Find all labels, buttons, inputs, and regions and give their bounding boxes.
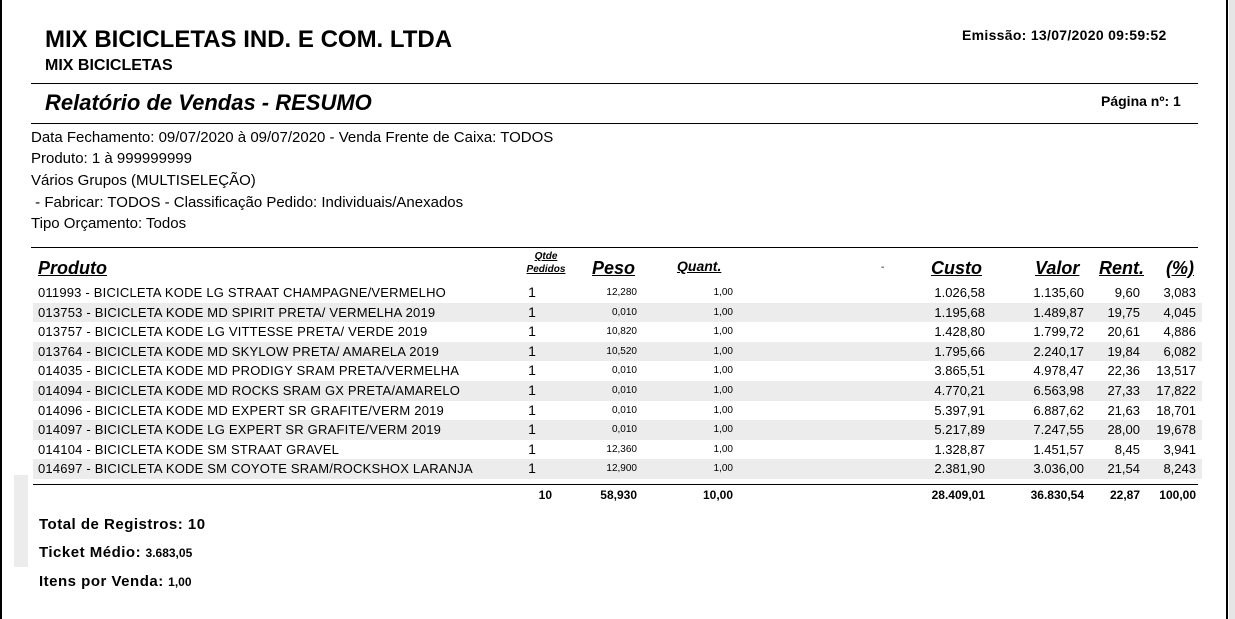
report-title: Relatório de Vendas - RESUMO (45, 90, 372, 115)
cell-perc: 18,701 (1156, 402, 1196, 418)
cell-qtde: 1 (528, 303, 536, 320)
filter-line: - Fabricar: TODOS - Classificação Pedido: Individuais/Anexados (31, 194, 464, 211)
total-peso: 58,930 (600, 488, 637, 502)
page-left-border (0, 0, 2, 619)
cell-perc: 4,886 (1163, 324, 1196, 340)
cell-custo: 1.328,87 (934, 441, 985, 457)
col-header-produto: Produto (38, 258, 107, 278)
itens-por-venda-label: Itens por Venda: (39, 573, 164, 590)
cell-perc: 19,678 (1156, 422, 1196, 438)
page-right-border (1226, 0, 1228, 619)
cell-custo: 2.381,90 (934, 461, 985, 477)
cell-quant: 1,00 (713, 424, 733, 436)
emission-date: Emissão: 13/07/2020 09:59:52 (962, 27, 1167, 43)
cell-qtde: 1 (528, 323, 536, 340)
cell-produto: 014094 - BICICLETA KODE MD ROCKS SRAM GX PRETA/AMARELO (38, 382, 461, 398)
cell-valor: 1.799,72 (1033, 324, 1084, 340)
cell-quant: 1,00 (713, 463, 733, 475)
table-row (33, 322, 1202, 342)
col-header-qtde-line2: Pedidos (526, 264, 566, 275)
col-header-rent: Rent. (1099, 258, 1144, 278)
total-perc: 100,00 (1159, 488, 1196, 502)
cell-valor: 3.036,00 (1033, 461, 1084, 477)
cell-valor: 1.451,57 (1033, 441, 1084, 457)
col-header-peso: Peso (592, 258, 636, 278)
company-name: MIX BICICLETAS IND. E COM. LTDA (45, 26, 453, 53)
cell-qtde: 1 (528, 362, 536, 379)
header-divider (31, 83, 1198, 84)
filter-line: Vários Grupos (MULTISELEÇÃO) (31, 172, 256, 189)
cell-qtde: 1 (528, 421, 536, 438)
table-row (33, 303, 1202, 323)
cell-quant: 1,00 (713, 365, 733, 377)
cell-valor: 7.247,55 (1033, 422, 1084, 438)
cell-rent: 19,75 (1107, 304, 1140, 320)
col-header-quant: Quant. (677, 258, 722, 274)
cell-custo: 1.195,68 (934, 304, 985, 320)
cell-peso: 0,010 (611, 306, 637, 318)
cell-custo: 5.397,91 (934, 402, 985, 418)
cell-produto: 014697 - BICICLETA KODE SM COYOTE SRAM/ROCKSHOX LARANJA (38, 461, 473, 477)
total-custo: 28.409,01 (931, 488, 985, 502)
cell-quant: 1,00 (713, 404, 733, 416)
cell-custo: 5.217,89 (934, 422, 985, 438)
cell-valor: 1.489,87 (1033, 304, 1084, 320)
cell-qtde: 1 (528, 440, 536, 457)
scrollbar-track[interactable] (1229, 0, 1235, 619)
cell-qtde: 1 (528, 284, 536, 300)
filter-divider (31, 247, 1198, 248)
cell-rent: 28,00 (1107, 422, 1140, 438)
cell-custo: 1.026,58 (934, 285, 985, 300)
cell-qtde: 1 (528, 381, 536, 398)
table-row (33, 420, 1202, 440)
cell-rent: 9,60 (1114, 285, 1140, 300)
col-header-qtde (520, 250, 572, 276)
cell-qtde: 1 (528, 401, 536, 418)
cell-valor: 6.887,62 (1033, 402, 1084, 418)
table-row (33, 459, 1202, 479)
cell-quant: 1,00 (713, 326, 733, 338)
table-row (33, 440, 1202, 460)
cell-custo: 1.795,66 (934, 343, 985, 359)
sales-table-body (33, 283, 1202, 479)
title-divider (31, 123, 1198, 124)
cell-valor: 4.978,47 (1033, 363, 1084, 379)
cell-peso: 10,820 (606, 326, 637, 338)
total-registros: Total de Registros: 10 (39, 516, 206, 533)
cell-peso: 12,360 (606, 443, 637, 455)
cell-custo: 1.428,80 (934, 324, 985, 340)
total-rent: 22,87 (1109, 488, 1140, 502)
cell-produto: 014104 - BICICLETA KODE SM STRAAT GRAVEL (38, 441, 340, 457)
cell-perc: 3,083 (1163, 285, 1196, 300)
total-quant: 10,00 (702, 488, 733, 502)
cell-rent: 20,61 (1107, 324, 1140, 340)
cell-perc: 13,517 (1156, 363, 1196, 379)
cell-peso: 10,520 (606, 345, 637, 357)
cell-qtde: 1 (528, 342, 536, 359)
cell-peso: 0,010 (611, 365, 637, 377)
itens-por-venda (39, 573, 192, 591)
cell-quant: 1,00 (713, 443, 733, 455)
cell-custo: 3.865,51 (934, 363, 985, 379)
cell-rent: 27,33 (1107, 382, 1140, 398)
cell-produto: 014096 - BICICLETA KODE MD EXPERT SR GRAFITE/VERM 2019 (38, 402, 444, 418)
cell-quant: 1,00 (713, 384, 733, 396)
table-row (33, 342, 1202, 362)
page-number: Página nº: 1 (1101, 93, 1181, 109)
cell-produto: 011993 - BICICLETA KODE LG STRAAT CHAMPAGNE/VERMELHO (38, 285, 446, 300)
cell-peso: 0,010 (611, 424, 637, 436)
cell-perc: 3,941 (1163, 441, 1196, 457)
cell-valor: 6.563,98 (1033, 382, 1084, 398)
ticket-medio-value: 3.683,05 (145, 546, 193, 560)
cell-quant: 1,00 (713, 306, 733, 318)
itens-por-venda-value: 1,00 (168, 575, 192, 589)
header-mark: - (881, 262, 885, 273)
ticket-medio-label: Ticket Médio: (39, 544, 142, 561)
cell-perc: 17,822 (1156, 382, 1196, 398)
totals-divider (33, 484, 1198, 485)
col-header-qtde-line1: Qtde (534, 251, 558, 262)
cell-rent: 22,36 (1107, 363, 1140, 379)
cell-peso: 12,900 (606, 463, 637, 475)
cell-produto: 013764 - BICICLETA KODE MD SKYLOW PRETA/ AMARELA 2019 (38, 343, 439, 359)
filter-line: Data Fechamento: 09/07/2020 à 09/07/2020 - Venda Frente de Caixa: TODOS (31, 129, 554, 146)
cell-produto: 014097 - BICICLETA KODE LG EXPERT SR GRAFITE/VERM 2019 (38, 422, 442, 438)
cell-valor: 2.240,17 (1033, 343, 1084, 359)
cell-rent: 21,63 (1107, 402, 1140, 418)
table-row (33, 283, 1202, 303)
col-header-custo: Custo (931, 258, 982, 278)
side-shade (14, 475, 28, 567)
filter-line: Produto: 1 à 999999999 (31, 150, 192, 167)
cell-quant: 1,00 (713, 287, 733, 298)
cell-produto: 013757 - BICICLETA KODE LG VITTESSE PRETA/ VERDE 2019 (38, 324, 428, 340)
cell-produto: 014035 - BICICLETA KODE MD PRODIGY SRAM PRETA/VERMELHA (38, 363, 460, 379)
table-row (33, 381, 1202, 401)
cell-perc: 6,082 (1163, 343, 1196, 359)
cell-valor: 1.135,60 (1033, 285, 1084, 300)
ticket-medio (39, 544, 192, 562)
total-qtde: 10 (538, 488, 552, 502)
cell-custo: 4.770,21 (934, 382, 985, 398)
total-valor: 36.830,54 (1030, 488, 1084, 502)
cell-rent: 19,84 (1107, 343, 1140, 359)
table-row (33, 361, 1202, 381)
col-header-perc: (%) (1166, 258, 1194, 278)
table-row (33, 401, 1202, 421)
cell-quant: 1,00 (713, 345, 733, 357)
brand-name: MIX BICICLETAS (45, 57, 173, 74)
cell-perc: 8,243 (1163, 461, 1196, 477)
cell-qtde: 1 (528, 460, 536, 477)
cell-rent: 8,45 (1114, 441, 1140, 457)
cell-rent: 21,54 (1107, 461, 1140, 477)
cell-perc: 4,045 (1163, 304, 1196, 320)
filter-line: Tipo Orçamento: Todos (31, 215, 187, 232)
cell-peso: 12,280 (606, 287, 637, 298)
cell-peso: 0,010 (611, 384, 637, 396)
col-header-valor: Valor (1035, 258, 1080, 278)
cell-peso: 0,010 (611, 404, 637, 416)
cell-produto: 013753 - BICICLETA KODE MD SPIRIT PRETA/ VERMELHA 2019 (38, 304, 436, 320)
